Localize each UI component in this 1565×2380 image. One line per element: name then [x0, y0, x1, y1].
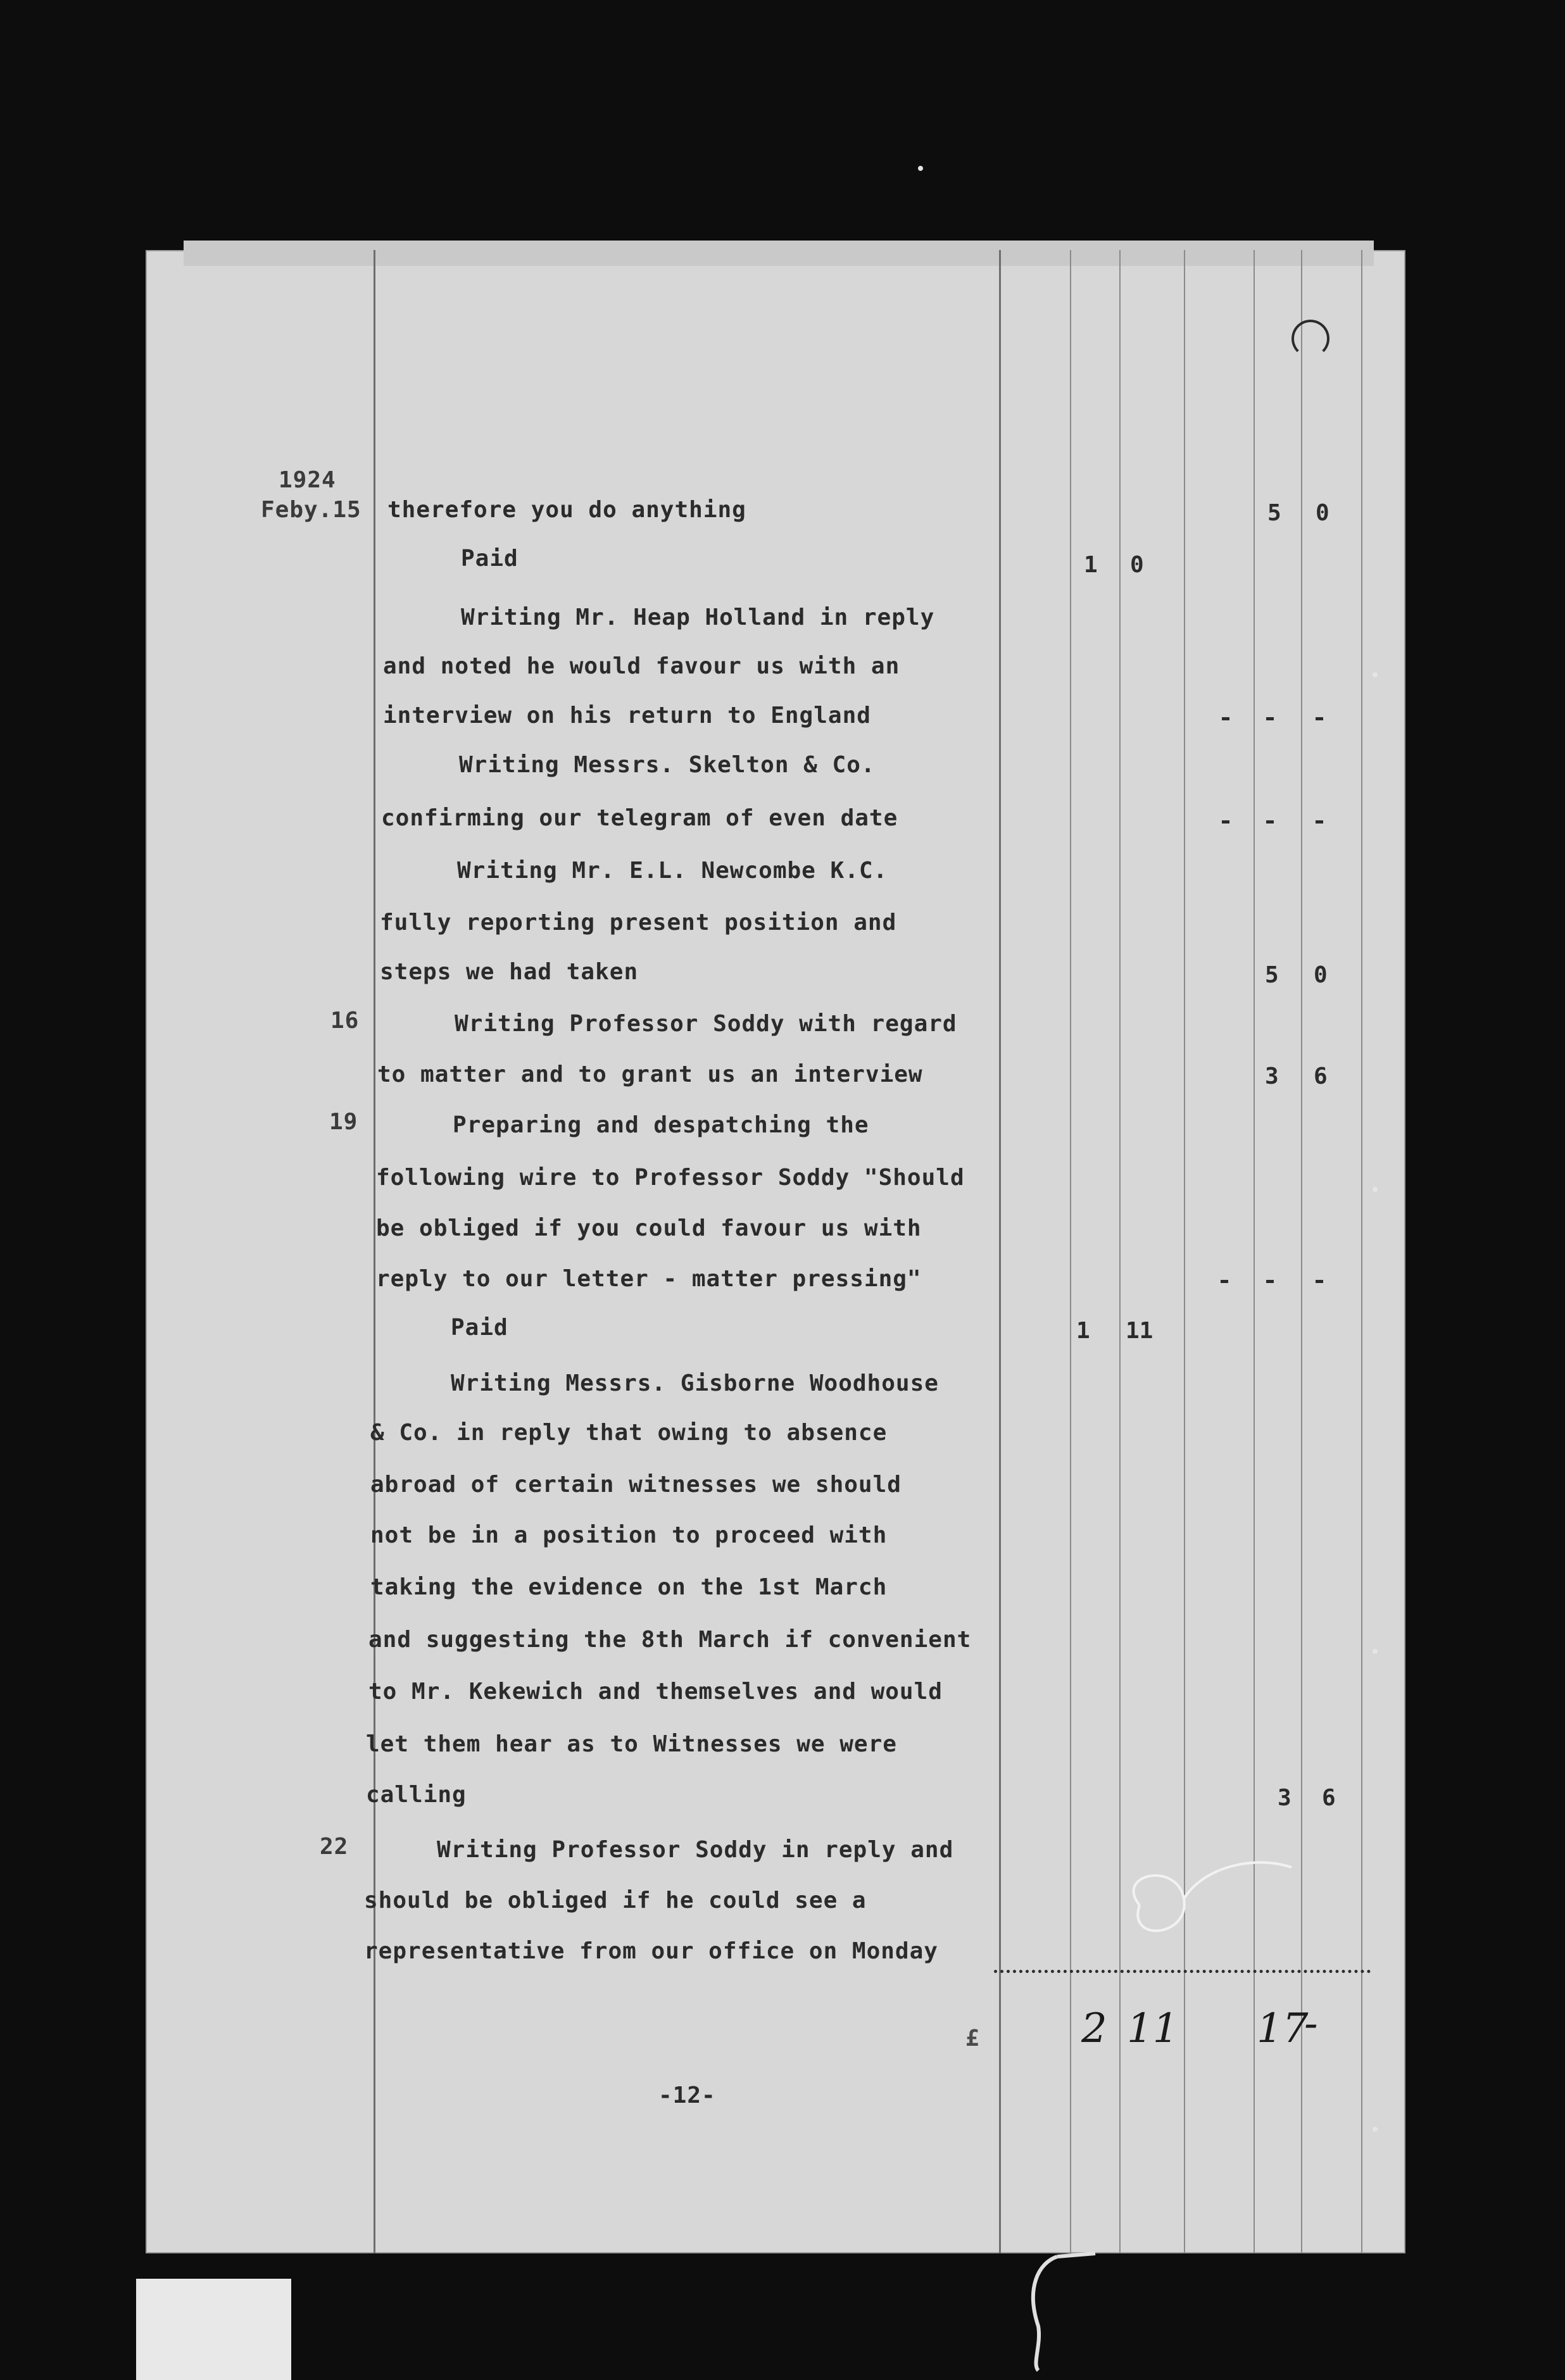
currency-symbol: £	[965, 2026, 979, 2051]
entry-line: reply to our letter - matter pressing"	[376, 1266, 922, 1292]
column-rule	[1361, 250, 1362, 2253]
nil-mark	[1222, 717, 1229, 720]
entry-line: Paid	[451, 1315, 508, 1341]
speck	[1373, 1187, 1378, 1192]
amount-shillings: 3	[1265, 1063, 1279, 1089]
disbursement-shillings: 0	[1130, 552, 1144, 578]
entry-line: Writing Professor Soddy in reply and	[437, 1837, 954, 1863]
text-column-rule	[999, 250, 1001, 2253]
entry-line: & Co. in reply that owing to absence	[370, 1420, 888, 1446]
entry-line: confirming our telegram of even date	[381, 805, 898, 831]
entry-line: interview on his return to England	[383, 703, 871, 729]
total-fees-shillings: 17	[1257, 2005, 1309, 2052]
entry-line: Writing Messrs. Gisborne Woodhouse	[451, 1370, 939, 1396]
amount-pence: 0	[1314, 962, 1328, 988]
entry-line: steps we had taken	[380, 959, 639, 985]
nil-mark	[1266, 717, 1274, 720]
entry-line: fully reporting present position and	[380, 910, 897, 936]
film-mark	[1013, 2250, 1114, 2377]
entry-line: and suggesting the 8th March if convenient	[368, 1627, 972, 1653]
page-number: -12-	[658, 2082, 716, 2108]
amount-pence: 6	[1322, 1785, 1336, 1811]
page-edge	[184, 241, 1374, 266]
entry-line: not be in a position to proceed with	[370, 1522, 888, 1548]
entry-date: 19	[329, 1109, 358, 1135]
total-disb-shillings: 11	[1127, 2005, 1179, 2052]
amount-shillings: 5	[1267, 500, 1281, 526]
entry-line: Preparing and despatching the	[453, 1112, 869, 1138]
nil-mark	[1316, 1280, 1323, 1283]
disbursement-shillings: 11	[1126, 1318, 1153, 1344]
nil-mark	[1266, 820, 1274, 824]
entry-date: Feby.15	[261, 497, 361, 523]
entry-date: 22	[320, 1834, 349, 1860]
amount-pence: 0	[1316, 500, 1329, 526]
nil-mark	[1222, 820, 1229, 824]
entry-line: Paid	[461, 546, 519, 572]
nil-mark	[1221, 1280, 1228, 1283]
amount-pence: 6	[1314, 1063, 1328, 1089]
disbursement-pounds: 1	[1076, 1318, 1090, 1344]
year-label: 1924	[279, 467, 336, 493]
entry-line: taking the evidence on the 1st March	[370, 1574, 888, 1600]
speck	[1373, 2127, 1378, 2132]
speck	[918, 166, 923, 171]
entry-line: to Mr. Kekewich and themselves and would	[368, 1679, 943, 1705]
entry-line: Writing Mr. Heap Holland in reply	[461, 604, 935, 630]
entry-line: calling	[366, 1782, 467, 1808]
nil-mark	[1316, 820, 1323, 824]
pencil-mark	[1102, 1848, 1304, 1962]
disbursement-pounds: 1	[1084, 552, 1098, 578]
entry-line: therefore you do anything	[387, 497, 746, 523]
entry-line: to matter and to grant us an interview	[377, 1062, 923, 1087]
total-fees-pence: -	[1304, 2000, 1318, 2047]
amount-shillings: 3	[1278, 1785, 1292, 1811]
entry-line: Writing Messrs. Skelton & Co.	[459, 752, 876, 778]
entry-date: 16	[330, 1008, 360, 1034]
entry-line: Writing Mr. E.L. Newcombe K.C.	[457, 858, 888, 884]
speck	[1373, 672, 1378, 677]
total-disb-pounds: 2	[1081, 2005, 1107, 2052]
speck	[1373, 1649, 1378, 1654]
column-rule	[1070, 250, 1071, 2253]
entry-line: be obliged if you could favour us with	[376, 1215, 922, 1241]
nil-mark	[1316, 717, 1323, 720]
nil-mark	[1266, 1280, 1274, 1283]
punch-hole	[1292, 320, 1329, 358]
amount-shillings: 5	[1265, 962, 1279, 988]
total-rule	[994, 1970, 1371, 1973]
film-label	[136, 2279, 291, 2380]
entry-line: representative from our office on Monday	[364, 1938, 938, 1964]
entry-line: following wire to Professor Soddy "Should	[376, 1165, 965, 1191]
entry-line: Writing Professor Soddy with regard	[455, 1011, 957, 1037]
entry-line: let them hear as to Witnesses we were	[366, 1731, 897, 1757]
entry-line: should be obliged if he could see a	[364, 1888, 867, 1913]
entry-line: and noted he would favour us with an	[383, 653, 900, 679]
entry-line: abroad of certain witnesses we should	[370, 1472, 902, 1498]
